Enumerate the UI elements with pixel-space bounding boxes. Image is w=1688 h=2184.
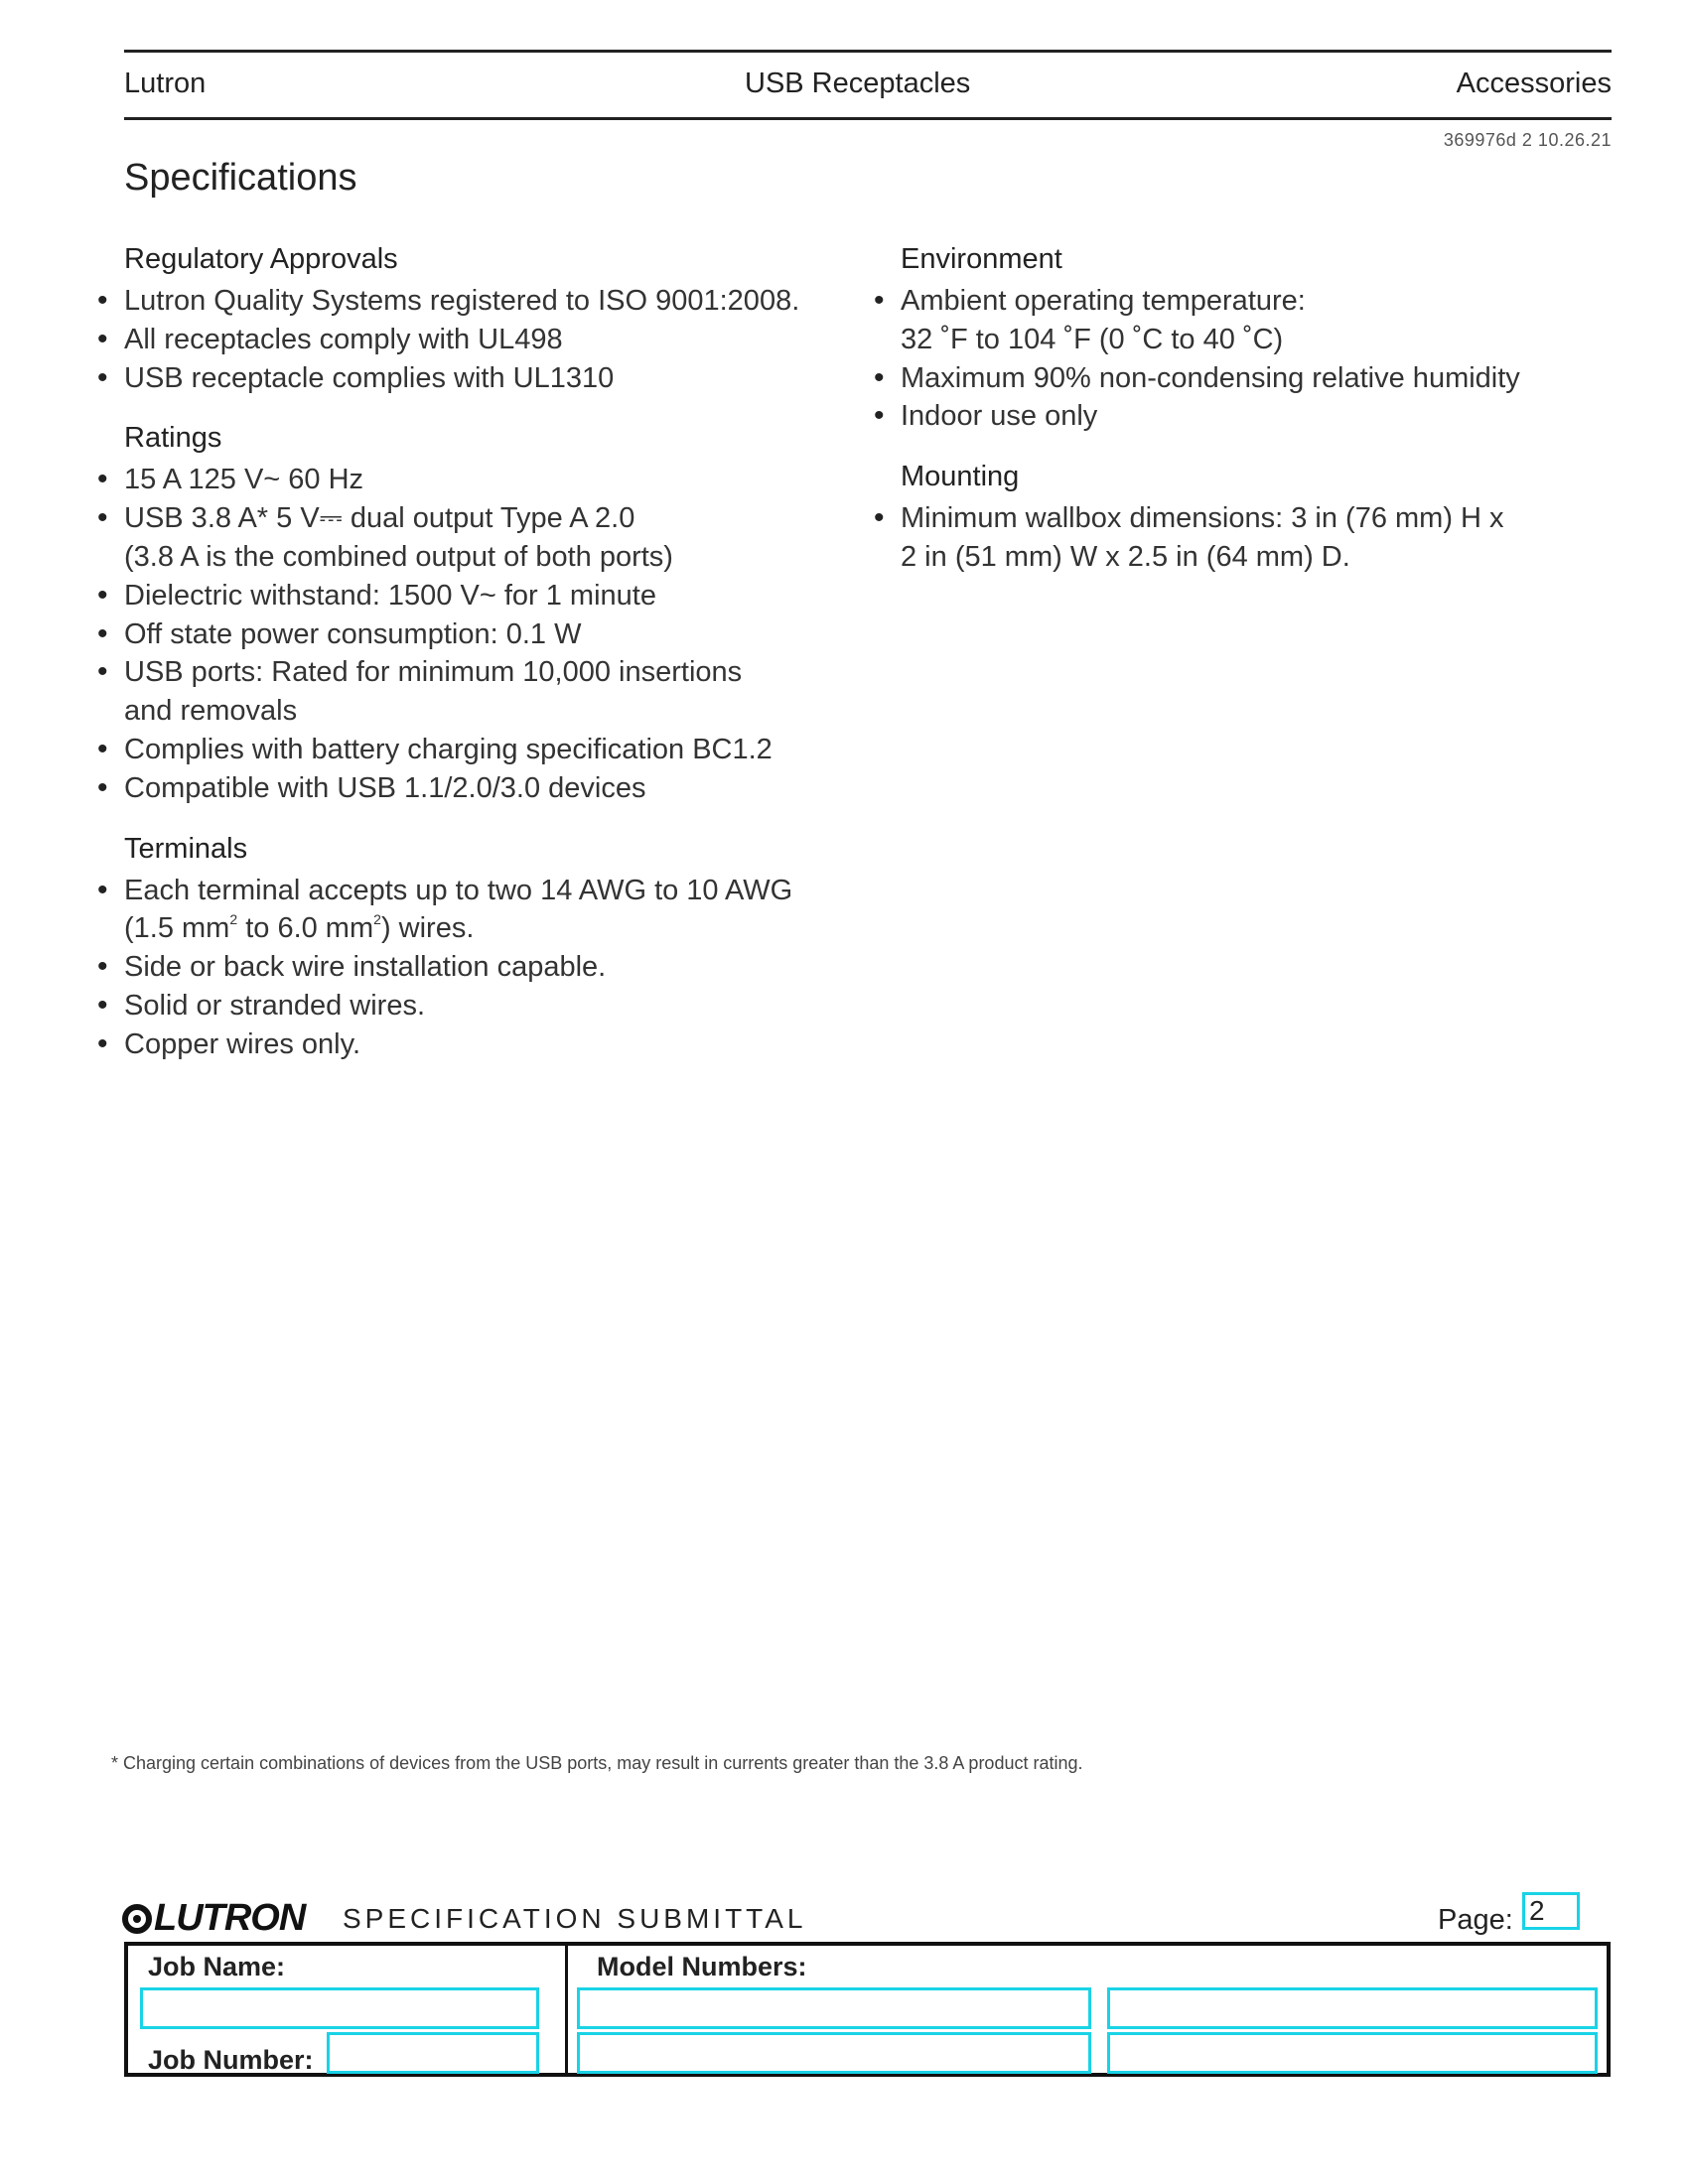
- section-environment: [874, 240, 1628, 436]
- text-fragment: to 6.0 mm: [237, 912, 374, 945]
- list-item: • Compatible with USB 1.1/2.0/3.0 devices: [97, 769, 812, 808]
- list-item: [97, 499, 812, 577]
- list-item: • USB receptacle complies with UL1310: [97, 359, 812, 398]
- list-item: • Maximum 90% non-condensing relative humidity: [874, 359, 1628, 398]
- list-item-line: and removals: [124, 695, 298, 728]
- list-item: • All receptacles comply with UL498: [97, 321, 812, 359]
- left-column: [97, 240, 812, 1086]
- list-item: • Side or back wire installation capable.: [97, 948, 812, 987]
- list-item-line: • Ambient operating temperature:: [901, 285, 1306, 317]
- section-heading: Regulatory Approvals: [124, 243, 398, 275]
- superscript: 2: [229, 911, 238, 928]
- lutron-logo-icon: [122, 1904, 152, 1934]
- submittal-form: [124, 1942, 1611, 2077]
- text-fragment: ) wires.: [380, 912, 475, 945]
- list-item: • Indoor use only: [874, 397, 1628, 436]
- model-number-field-1[interactable]: [577, 1987, 1091, 2029]
- list-item-line: • Each terminal accepts up to two 14 AWG to 10 AWG: [124, 874, 793, 906]
- header-top-rule: [124, 50, 1612, 53]
- list-item: [97, 872, 812, 949]
- list-item: • Complies with battery charging specification BC1.2: [97, 731, 812, 769]
- list-item: [97, 653, 812, 731]
- list-item: • Off state power consumption: 0.1 W: [97, 615, 812, 654]
- section-mounting: [874, 458, 1628, 577]
- header-brand: Lutron: [124, 68, 207, 99]
- list-item-line: [124, 909, 812, 948]
- list-item: • Copper wires only.: [97, 1025, 812, 1064]
- list-item-line: 2 in (51 mm) W x 2.5 in (64 mm) D.: [901, 540, 1350, 573]
- header-product: USB Receptacles: [745, 68, 971, 99]
- list-item: [874, 282, 1628, 359]
- lutron-logo-text: LUTRON: [154, 1897, 306, 1939]
- list-item-line: • USB 3.8 A* 5 V⎓ dual output Type A 2.0: [124, 502, 635, 535]
- page-title: Specifications: [124, 157, 357, 199]
- footnote: * Charging certain combinations of devices from the USB ports, may result in currents greater than the 3.8 A product rating.: [111, 1753, 1083, 1773]
- header-bottom-rule: [124, 117, 1612, 120]
- form-divider: [565, 1946, 568, 2073]
- list-item-line: • Minimum wallbox dimensions: 3 in (76 mm) H x: [901, 502, 1504, 535]
- header-category: Accessories: [1456, 68, 1612, 99]
- list-item-line: 32 ˚F to 104 ˚F (0 ˚C to 40 ˚C): [901, 323, 1284, 355]
- list-item: • Solid or stranded wires.: [97, 987, 812, 1025]
- model-number-field-3[interactable]: [577, 2032, 1091, 2074]
- job-name-label: Job Name:: [148, 1952, 286, 1981]
- superscript: 2: [373, 911, 381, 928]
- list-item: • 15 A 125 V~ 60 Hz: [97, 461, 812, 499]
- list-item-line: • USB ports: Rated for minimum 10,000 insertions: [124, 656, 743, 689]
- page-label: Page:: [1438, 1904, 1513, 1936]
- list-item: [874, 499, 1628, 577]
- section-regulatory-approvals: [97, 240, 812, 397]
- section-heading: Environment: [901, 243, 1062, 275]
- text-fragment: (1.5 mm: [124, 912, 230, 945]
- section-ratings: [97, 419, 812, 807]
- lutron-logo: [122, 1897, 305, 1940]
- page-number-field[interactable]: 2: [1522, 1892, 1580, 1930]
- job-number-field[interactable]: [327, 2032, 539, 2074]
- section-heading: Terminals: [124, 832, 248, 865]
- right-column: [874, 240, 1628, 599]
- section-terminals: [97, 830, 812, 1064]
- document-number: 369976d 2 10.26.21: [1443, 130, 1612, 150]
- model-number-field-2[interactable]: [1107, 1987, 1598, 2029]
- list-item: • Dielectric withstand: 1500 V~ for 1 minute: [97, 577, 812, 615]
- list-item-line: (3.8 A is the combined output of both ports): [124, 540, 673, 573]
- job-name-field[interactable]: [140, 1987, 539, 2029]
- model-number-field-4[interactable]: [1107, 2032, 1598, 2074]
- job-number-label: Job Number:: [148, 2045, 314, 2075]
- section-heading: Mounting: [901, 461, 1020, 493]
- model-numbers-label: Model Numbers:: [597, 1952, 807, 1981]
- submittal-label: SPECIFICATION SUBMITTAL: [343, 1903, 807, 1934]
- section-heading: Ratings: [124, 422, 222, 455]
- list-item: • Lutron Quality Systems registered to ISO 9001:2008.: [97, 282, 812, 321]
